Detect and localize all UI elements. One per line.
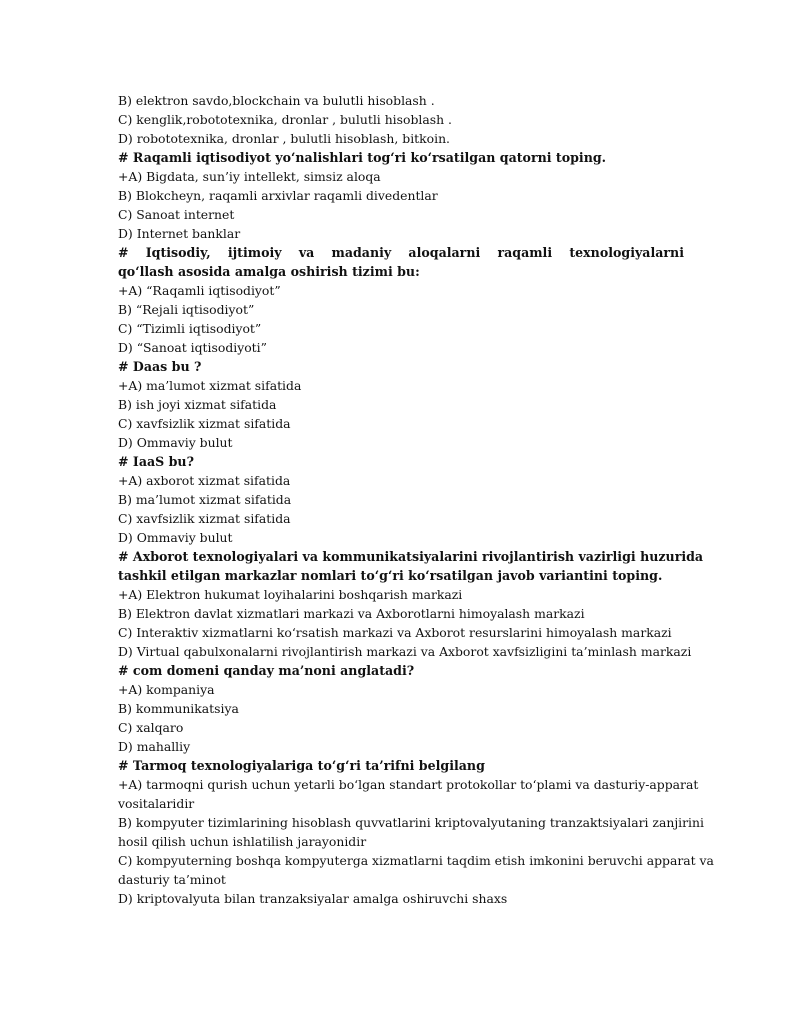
question-line: # IaaS bu?: [118, 454, 194, 469]
answer-line: B) “Rejali iqtisodiyot”: [118, 302, 255, 317]
answer-line: B) Blokcheyn, raqamli arxivlar raqamli divedentlar: [118, 188, 438, 203]
answer-line: D) robototexnika, dronlar , bulutli hisoblash, bitkoin.: [118, 131, 451, 146]
question-line: # Tarmoq texnologiyalariga to‘g‘ri ta’rifni belgilang: [118, 758, 485, 773]
answer-line: C) kompyuterning boshqa kompyuterga xizmatlarni taqdim etish imkonini beruvchi apparat va: [118, 853, 714, 868]
answer-line: +A) Bigdata, sun’iy intellekt, simsiz aloqa: [118, 169, 381, 184]
answer-line: C) xavfsizlik xizmat sifatida: [118, 511, 291, 526]
answer-line: C) Interaktiv xizmatlarni ko‘rsatish markazi va Axborot resurslarini himoyalash markazi: [118, 625, 672, 640]
answer-line: D) Ommaviy bulut: [118, 530, 233, 545]
answer-line: C) xalqaro: [118, 720, 184, 735]
answer-line: B) kommunikatsiya: [118, 701, 239, 716]
document-page: [118, 91, 714, 908]
answer-line: C) kenglik,robototexnika, dronlar , bulutli hisoblash .: [118, 112, 452, 127]
answer-line: +A) axborot xizmat sifatida: [118, 473, 291, 488]
answer-line: B) kompyuter tizimlarining hisoblash quvvatlarini kriptovalyutaning tranzaktsiyalari zanjirini: [118, 815, 704, 830]
answer-line: +A) Elektron hukumat loyihalarini boshqarish markazi: [118, 587, 463, 602]
answer-line: +A) tarmoqni qurish uchun yetarli bo‘lgan standart protokollar to‘plami va dasturiy-apparat: [118, 777, 699, 792]
answer-line: D) kriptovalyuta bilan tranzaksiyalar amalga oshiruvchi shaxs: [118, 891, 508, 906]
answer-line: C) Sanoat internet: [118, 207, 235, 222]
question-line: # Axborot texnologiyalari va kommunikatsiyalarini rivojlantirish vazirligi huzurida: [118, 549, 704, 564]
question-line: # com domeni qanday ma’noni anglatadi?: [118, 663, 415, 678]
answer-line: D) Internet banklar: [118, 226, 241, 241]
answer-line: C) xavfsizlik xizmat sifatida: [118, 416, 291, 431]
answer-line: B) Elektron davlat xizmatlari markazi va Axborotlarni himoyalash markazi: [118, 606, 585, 621]
answer-line: vositalaridir: [118, 796, 195, 811]
answer-line: B) elektron savdo,blockchain va bulutli hisoblash .: [118, 93, 435, 108]
question-line: # Iqtisodiy, ijtimoiy va madaniy aloqalarni raqamli texnologiyalarni: [118, 245, 684, 260]
question-line: qo‘llash asosida amalga oshirish tizimi bu:: [118, 264, 420, 279]
answer-line: C) “Tizimli iqtisodiyot”: [118, 321, 262, 336]
answer-line: hosil qilish uchun ishlatilish jarayonidir: [118, 834, 367, 849]
answer-line: +A) kompaniya: [118, 682, 215, 697]
question-line: # Raqamli iqtisodiyot yo‘nalishlari tog‘ri ko‘rsatilgan qatorni toping.: [118, 150, 607, 165]
answer-line: +A) “Raqamli iqtisodiyot”: [118, 283, 281, 298]
answer-line: D) Virtual qabulxonalarni rivojlantirish markazi va Axborot xavfsizligini ta’minlash markazi: [118, 644, 692, 659]
answer-line: D) mahalliy: [118, 739, 191, 754]
question-line: # Daas bu ?: [118, 359, 202, 374]
question-line: tashkil etilgan markazlar nomlari to‘g‘ri ko‘rsatilgan javob variantini toping.: [118, 568, 663, 583]
answer-line: B) ma’lumot xizmat sifatida: [118, 492, 292, 507]
answer-line: dasturiy ta’minot: [118, 872, 226, 887]
answer-line: D) Ommaviy bulut: [118, 435, 233, 450]
answer-line: D) “Sanoat iqtisodiyoti”: [118, 340, 267, 355]
answer-line: B) ish joyi xizmat sifatida: [118, 397, 277, 412]
answer-line: +A) ma’lumot xizmat sifatida: [118, 378, 302, 393]
